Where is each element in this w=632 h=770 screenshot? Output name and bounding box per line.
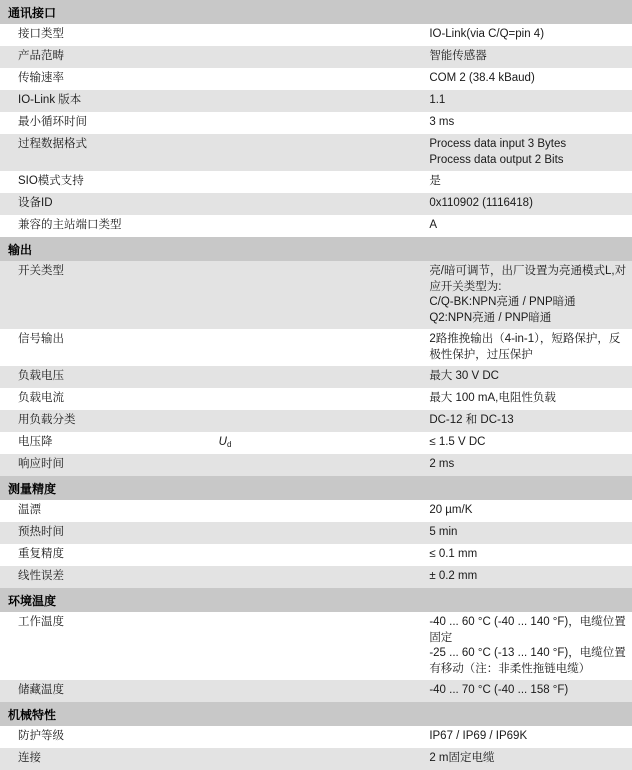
row-value: ≤ 0.1 mm: [421, 544, 632, 566]
table-row: [0, 366, 632, 388]
row-symbol: [211, 329, 422, 366]
row-value: 智能传感器: [421, 46, 632, 68]
row-value: 20 µm/K: [421, 500, 632, 522]
row-value: IO-Link(via C/Q=pin 4): [421, 24, 632, 46]
row-symbol: [211, 215, 422, 237]
table-row: [0, 329, 632, 366]
row-value: 最大 100 mA,电阻性负载: [421, 388, 632, 410]
row-label: 接口类型: [0, 24, 211, 46]
row-value-lines: [429, 295, 628, 326]
section-header-row: [0, 476, 632, 500]
row-label: 防护等级: [0, 726, 211, 748]
row-value: COM 2 (38.4 kBaud): [421, 68, 632, 90]
table-row: [0, 193, 632, 215]
row-value: 1.1: [421, 90, 632, 112]
row-value: 2路推挽输出（4-in-1），短路保护，反极性保护，过压保护: [421, 329, 632, 366]
row-value-group: [421, 261, 632, 329]
row-label: 预热时间: [0, 522, 211, 544]
row-value: A: [421, 215, 632, 237]
section-header-row: [0, 588, 632, 612]
table-row: [0, 566, 632, 588]
row-symbol: [211, 366, 422, 388]
table-row: [0, 544, 632, 566]
row-symbol: [211, 68, 422, 90]
row-label: 连接: [0, 748, 211, 770]
row-value: 0x110902 (1116418): [421, 193, 632, 215]
row-symbol: [211, 726, 422, 748]
row-label: 兼容的主站端口类型: [0, 215, 211, 237]
row-symbol: [211, 680, 422, 702]
row-label: 用负载分类: [0, 410, 211, 432]
row-symbol: [211, 410, 422, 432]
table-row: [0, 24, 632, 46]
table-row: [0, 432, 632, 454]
row-value: ± 0.2 mm: [421, 566, 632, 588]
row-label: SIO模式支持: [0, 171, 211, 193]
table-row: [0, 680, 632, 702]
section-title: 机械特性: [0, 702, 632, 726]
row-value-tertiary: Q2:NPN亮通 / PNP暗通: [429, 311, 552, 324]
row-value: -40 ... 70 °C (-40 ... 158 °F): [421, 680, 632, 702]
row-label: 过程数据格式: [0, 134, 211, 171]
table-row: [0, 261, 632, 329]
row-symbol: [211, 544, 422, 566]
row-value: Process data input 3 Bytes: [429, 138, 567, 150]
row-symbol: [211, 454, 422, 476]
row-symbol: [211, 522, 422, 544]
table-row: [0, 171, 632, 193]
row-symbol: [211, 171, 422, 193]
row-value: DC-12 和 DC-13: [421, 410, 632, 432]
section-header-row: [0, 237, 632, 261]
row-symbol: [211, 388, 422, 410]
row-value: 是: [421, 171, 632, 193]
table-row: [0, 500, 632, 522]
row-symbol: [211, 90, 422, 112]
row-label: 工作温度: [0, 612, 211, 680]
row-value-group: [421, 612, 632, 680]
table-row: [0, 388, 632, 410]
row-symbol: [211, 24, 422, 46]
table-row: [0, 46, 632, 68]
row-label: 响应时间: [0, 454, 211, 476]
row-symbol: [211, 612, 422, 680]
row-value-secondary: -25 ... 60 °C (-13 ... 140 °F)，电缆位置有移动（注：非柔性拖链电缆）: [429, 647, 626, 675]
row-value-group: [421, 134, 632, 171]
section-title: 输出: [0, 237, 632, 261]
table-row: [0, 410, 632, 432]
row-symbol: [211, 566, 422, 588]
section-header-row: [0, 702, 632, 726]
row-symbol: [211, 134, 422, 171]
row-label: 重复精度: [0, 544, 211, 566]
row-label: 开关类型: [0, 261, 211, 329]
row-label: 线性误差: [0, 566, 211, 588]
table-row: [0, 748, 632, 770]
section-title: 通讯接口: [0, 0, 632, 24]
row-value-secondary: Process data output 2 Bits: [429, 153, 564, 166]
section-header-row: [0, 0, 632, 24]
row-label: 储藏温度: [0, 680, 211, 702]
row-label: 温漂: [0, 500, 211, 522]
table-row: [0, 454, 632, 476]
row-label: 信号输出: [0, 329, 211, 366]
table-row: [0, 726, 632, 748]
table-row: [0, 90, 632, 112]
table-row: [0, 68, 632, 90]
table-row: [0, 612, 632, 680]
row-value: -40 ... 60 °C (-40 ... 140 °F)，电缆位置固定: [429, 616, 626, 644]
row-value: 亮/暗可调节，出厂设置为亮通模式L,对应开关类型为:: [429, 265, 627, 293]
row-label: IO-Link 版本: [0, 90, 211, 112]
row-value: 2 ms: [421, 454, 632, 476]
row-value: IP67 / IP69 / IP69K: [421, 726, 632, 748]
row-label: 电压降: [0, 432, 211, 454]
row-value: 3 ms: [421, 112, 632, 134]
row-symbol: [211, 193, 422, 215]
row-label: 设备ID: [0, 193, 211, 215]
row-symbol: [211, 261, 422, 329]
row-label: 传输速率: [0, 68, 211, 90]
row-value-secondary: C/Q-BK:NPN亮通 / PNP暗通: [429, 296, 576, 309]
row-label: 负载电压: [0, 366, 211, 388]
row-label: 产品范畴: [0, 46, 211, 68]
row-symbol: $U_d$: [211, 432, 422, 454]
table-row: [0, 134, 632, 171]
row-value: 5 min: [421, 522, 632, 544]
row-symbol: [211, 748, 422, 770]
section-title: 测量精度: [0, 476, 632, 500]
row-label: 最小循环时间: [0, 112, 211, 134]
section-title: 环境温度: [0, 588, 632, 612]
table-row: [0, 215, 632, 237]
table-row: [0, 522, 632, 544]
row-symbol: [211, 112, 422, 134]
row-value: 最大 30 V DC: [421, 366, 632, 388]
row-symbol: [211, 46, 422, 68]
row-value: 2 m固定电缆: [421, 748, 632, 770]
table-row: [0, 112, 632, 134]
row-symbol: [211, 500, 422, 522]
row-label: 负载电流: [0, 388, 211, 410]
row-value: ≤ 1.5 V DC: [421, 432, 632, 454]
